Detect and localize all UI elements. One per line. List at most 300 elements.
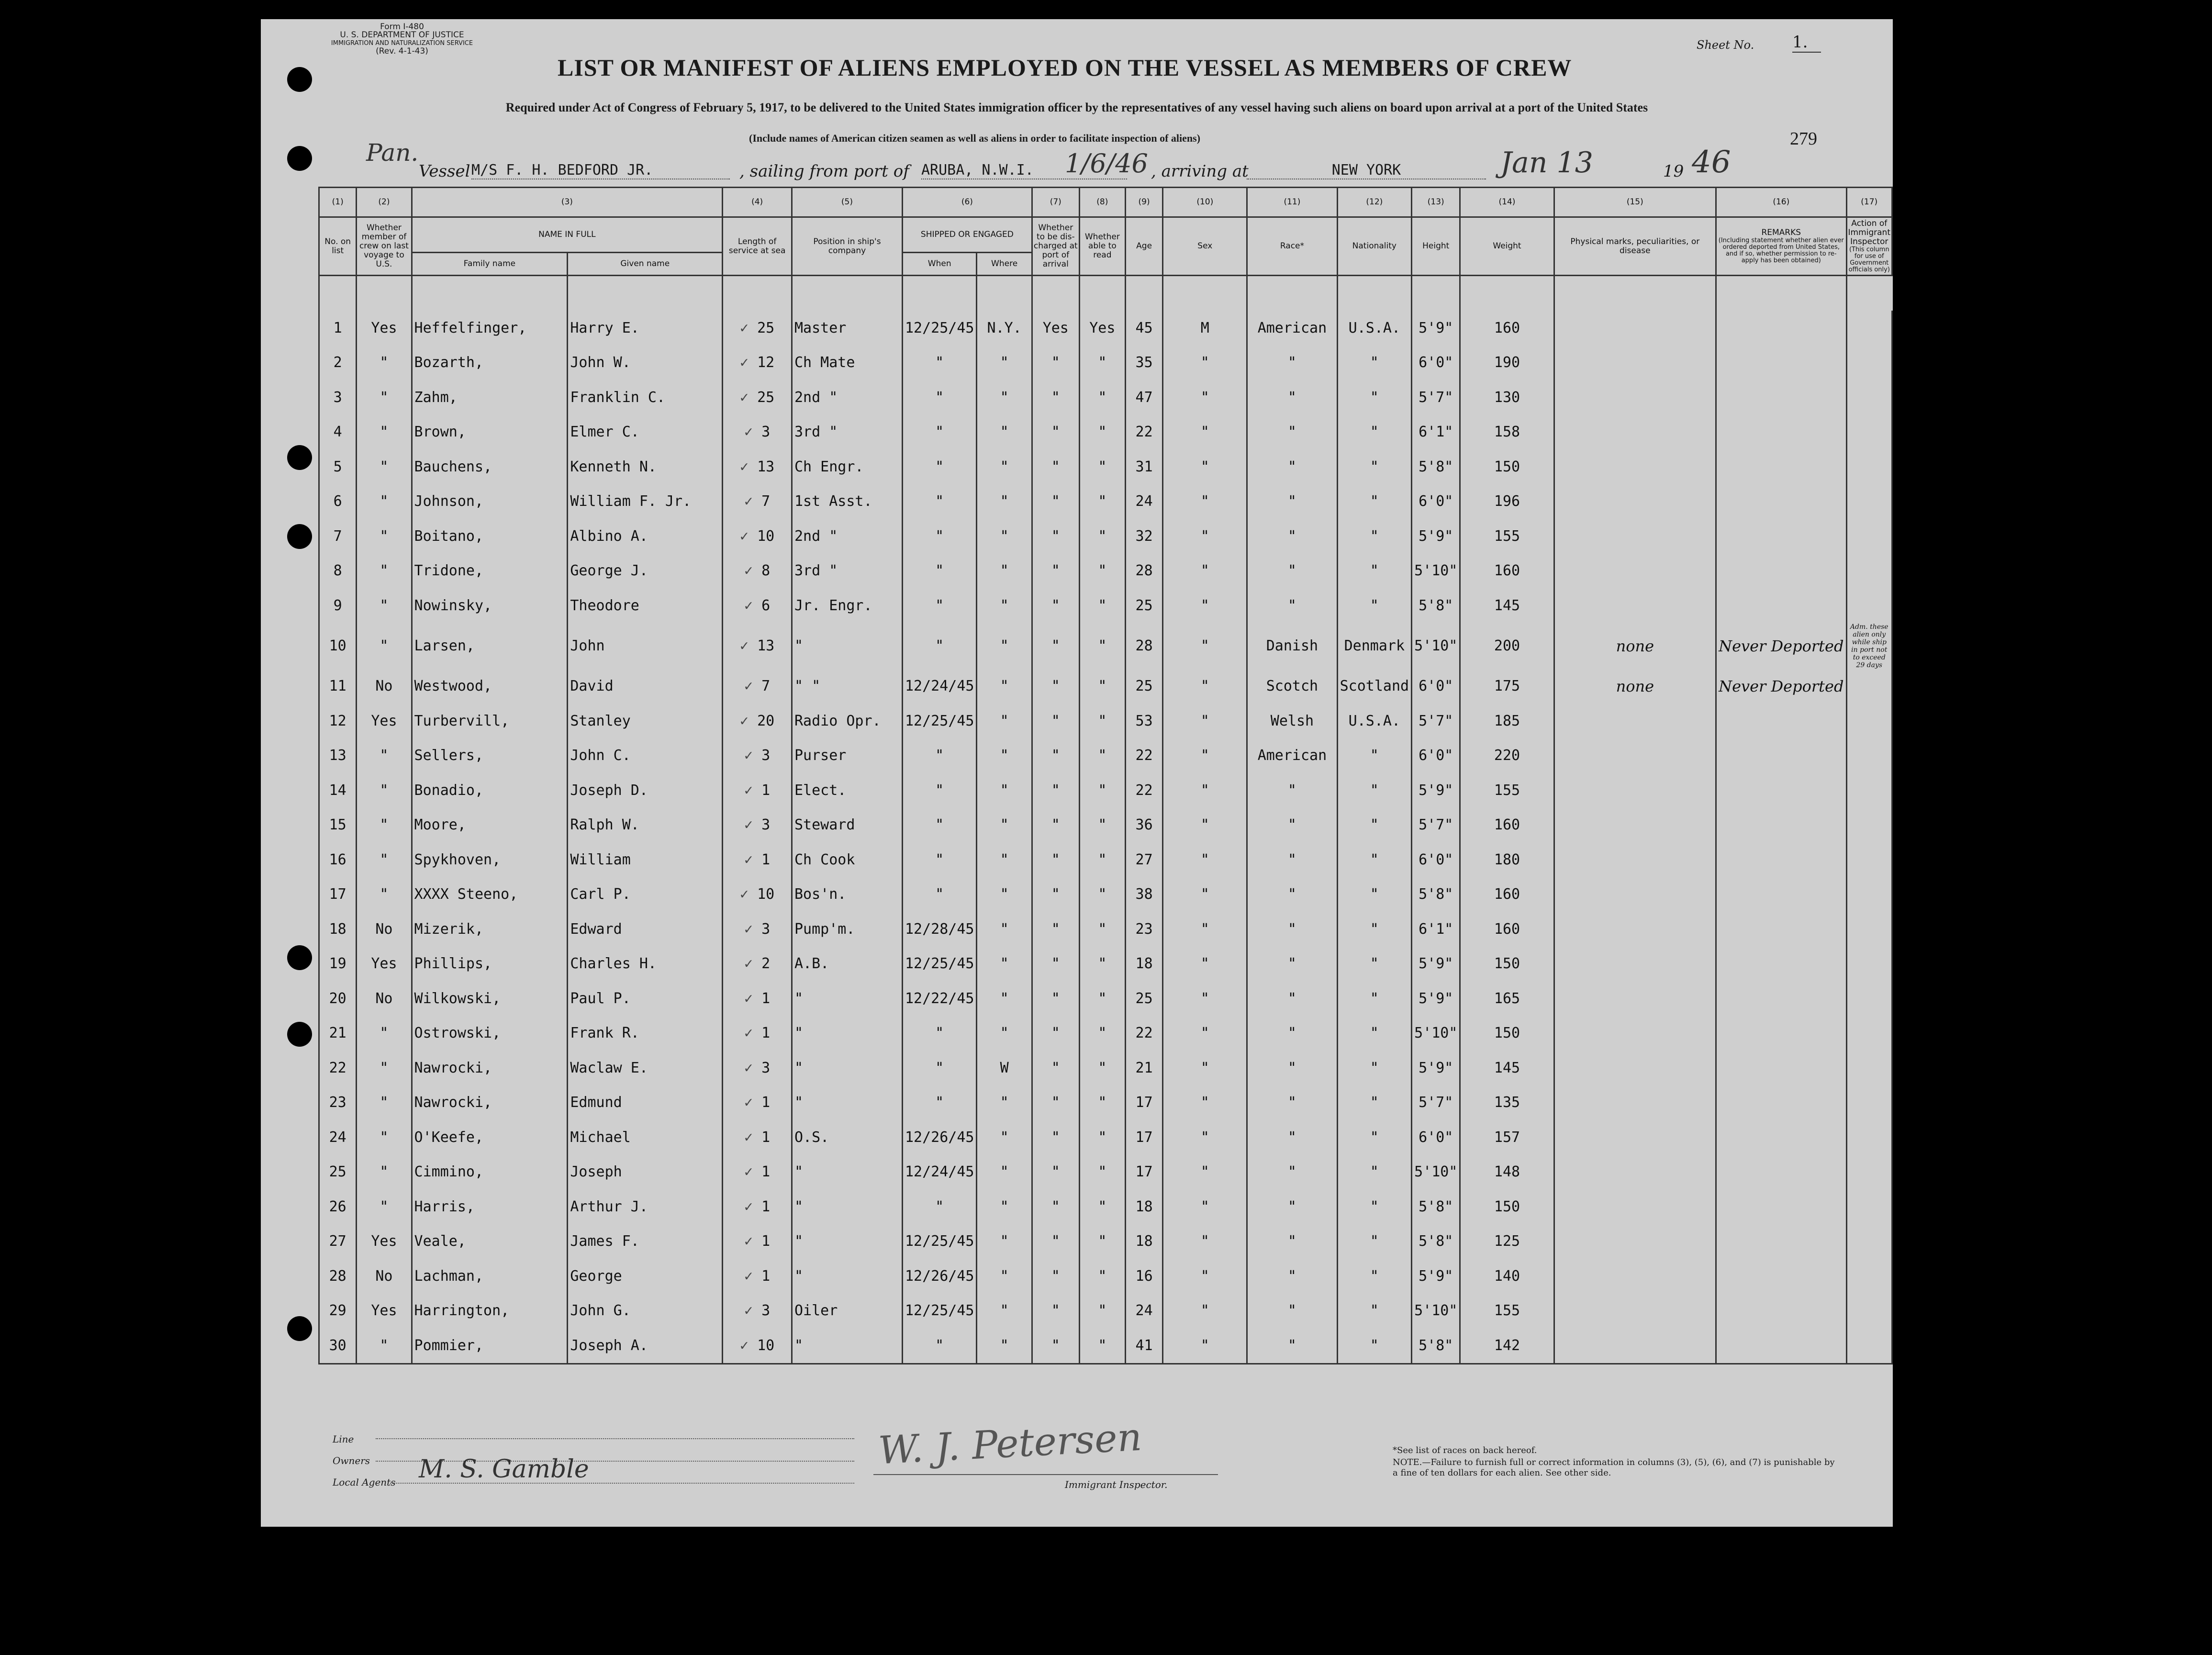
cell-age: 38 bbox=[1125, 877, 1162, 912]
table-row bbox=[319, 623, 1892, 669]
header-race: Race* bbox=[1247, 217, 1337, 276]
cell-height: 5'7" bbox=[1412, 704, 1460, 738]
cell-age: 18 bbox=[1125, 947, 1162, 982]
cell-previous-voyage: No bbox=[357, 669, 412, 704]
cell-weight: 135 bbox=[1460, 1085, 1554, 1120]
cell-physical-marks bbox=[1554, 1085, 1716, 1120]
cell-discharged: " bbox=[1032, 704, 1079, 738]
cell-discharged: " bbox=[1032, 773, 1079, 808]
header-sex: Sex bbox=[1163, 217, 1247, 276]
cell-previous-voyage: " bbox=[357, 808, 412, 843]
cell-weight: 125 bbox=[1460, 1224, 1554, 1259]
cell-list-number: 18 bbox=[319, 912, 357, 947]
cell-family-name: Phillips, bbox=[412, 947, 568, 982]
cell-able-to-read: " bbox=[1079, 1259, 1125, 1294]
cell-length-of-service bbox=[723, 981, 792, 1016]
cell-sex: " bbox=[1163, 1085, 1247, 1120]
cell-weight: 160 bbox=[1460, 877, 1554, 912]
cell-inspector-action bbox=[1846, 346, 1892, 380]
cell-family-name: Ostrowski, bbox=[412, 1016, 568, 1051]
cell-list-number: 6 bbox=[319, 484, 357, 519]
length-of-service-value: 1 bbox=[761, 1094, 771, 1111]
cell-physical-marks bbox=[1554, 554, 1716, 589]
length-of-service-value: 10 bbox=[757, 527, 775, 545]
cell-shipped-where: W bbox=[977, 1051, 1032, 1085]
cell-race: " bbox=[1247, 947, 1337, 982]
cell-race: " bbox=[1247, 1051, 1337, 1085]
cell-previous-voyage: " bbox=[357, 1051, 412, 1085]
cell-nationality: " bbox=[1337, 877, 1412, 912]
cell-physical-marks bbox=[1554, 738, 1716, 773]
cell-remarks bbox=[1716, 1155, 1846, 1190]
cell-family-name: Turbervill, bbox=[412, 704, 568, 738]
cell-inspector-action bbox=[1846, 1259, 1892, 1294]
check-mark-icon: ✓ bbox=[739, 319, 758, 336]
cell-shipped-when: " bbox=[902, 1328, 977, 1364]
arriving-label: , arriving at bbox=[1151, 162, 1249, 181]
cell-shipped-when: 12/25/45 bbox=[902, 1294, 977, 1329]
cell-family-name: Cimmino, bbox=[412, 1155, 568, 1190]
cell-sex: " bbox=[1163, 808, 1247, 843]
cell-race: " bbox=[1247, 554, 1337, 589]
cell-height: 5'8" bbox=[1412, 449, 1460, 484]
cell-position: 3rd " bbox=[792, 415, 903, 450]
cell-weight: 140 bbox=[1460, 1259, 1554, 1294]
cell-physical-marks bbox=[1554, 981, 1716, 1016]
length-of-service-value: 3 bbox=[761, 920, 771, 938]
cell-nationality: " bbox=[1337, 981, 1412, 1016]
cell-physical-marks bbox=[1554, 1294, 1716, 1329]
cell-sex: " bbox=[1163, 415, 1247, 450]
cell-able-to-read: " bbox=[1079, 773, 1125, 808]
cell-position: Purser bbox=[792, 738, 903, 773]
cell-given-name: Michael bbox=[568, 1120, 723, 1155]
cell-sex: " bbox=[1163, 1294, 1247, 1329]
cell-given-name: Albino A. bbox=[568, 519, 723, 554]
cell-nationality: " bbox=[1337, 1016, 1412, 1051]
header-length-of-service: Length of service at sea bbox=[723, 217, 792, 276]
agent-signature: M. S. Gamble bbox=[419, 1455, 589, 1484]
table-row bbox=[319, 1328, 1892, 1364]
table-row bbox=[319, 1224, 1892, 1259]
cell-race: " bbox=[1247, 808, 1337, 843]
cell-given-name: David bbox=[568, 669, 723, 704]
cell-position: " bbox=[792, 1016, 903, 1051]
cell-discharged: " bbox=[1032, 1189, 1079, 1224]
cell-sex: " bbox=[1163, 380, 1247, 415]
cell-position: Radio Opr. bbox=[792, 704, 903, 738]
cell-height: 5'9" bbox=[1412, 519, 1460, 554]
cell-height: 5'7" bbox=[1412, 380, 1460, 415]
cell-discharged: " bbox=[1032, 877, 1079, 912]
cell-height: 5'8" bbox=[1412, 588, 1460, 623]
cell-given-name: William bbox=[568, 842, 723, 877]
table-row bbox=[319, 877, 1892, 912]
cell-physical-marks bbox=[1554, 1120, 1716, 1155]
cell-previous-voyage: " bbox=[357, 484, 412, 519]
cell-position: O.S. bbox=[792, 1120, 903, 1155]
cell-age: 22 bbox=[1125, 773, 1162, 808]
cell-sex: " bbox=[1163, 1224, 1247, 1259]
cell-height: 6'0" bbox=[1412, 1120, 1460, 1155]
inspector-signature: W. J. Petersen bbox=[877, 1414, 1143, 1473]
col-num-11: (11) bbox=[1247, 188, 1337, 217]
cell-position: " bbox=[792, 1155, 903, 1190]
cell-weight: 145 bbox=[1460, 588, 1554, 623]
cell-shipped-where: " bbox=[977, 1155, 1032, 1190]
cell-position: Ch Cook bbox=[792, 842, 903, 877]
cell-age: 25 bbox=[1125, 588, 1162, 623]
cell-physical-marks bbox=[1554, 773, 1716, 808]
cell-able-to-read: " bbox=[1079, 738, 1125, 773]
binder-hole bbox=[287, 1022, 312, 1047]
cell-height: 6'0" bbox=[1412, 669, 1460, 704]
cell-race: " bbox=[1247, 1085, 1337, 1120]
cell-previous-voyage: " bbox=[357, 380, 412, 415]
cell-shipped-where: " bbox=[977, 1189, 1032, 1224]
cell-physical-marks bbox=[1554, 380, 1716, 415]
length-of-service-value: 1 bbox=[761, 1025, 771, 1042]
cell-able-to-read: " bbox=[1079, 877, 1125, 912]
cell-weight: 180 bbox=[1460, 842, 1554, 877]
cell-shipped-when: 12/26/45 bbox=[902, 1120, 977, 1155]
cell-family-name: Brown, bbox=[412, 415, 568, 450]
header-where: Where bbox=[977, 253, 1032, 276]
cell-inspector-action bbox=[1846, 519, 1892, 554]
cell-sex: " bbox=[1163, 1189, 1247, 1224]
cell-length-of-service bbox=[723, 588, 792, 623]
col-num-10: (10) bbox=[1163, 188, 1247, 217]
cell-shipped-where: " bbox=[977, 947, 1032, 982]
cell-age: 27 bbox=[1125, 842, 1162, 877]
cell-able-to-read: " bbox=[1079, 623, 1125, 669]
cell-shipped-where: " bbox=[977, 346, 1032, 380]
cell-able-to-read: " bbox=[1079, 415, 1125, 450]
cell-length-of-service bbox=[723, 1224, 792, 1259]
sheet-number: 1. bbox=[1792, 33, 1821, 53]
header-age: Age bbox=[1125, 217, 1162, 276]
cell-list-number: 16 bbox=[319, 842, 357, 877]
cell-weight: 155 bbox=[1460, 1294, 1554, 1329]
cell-length-of-service bbox=[723, 842, 792, 877]
check-mark-icon: ✓ bbox=[744, 1267, 762, 1285]
form-revision: (Rev. 4-1-43) bbox=[376, 46, 428, 56]
cell-remarks bbox=[1716, 947, 1846, 982]
cell-age: 24 bbox=[1125, 1294, 1162, 1329]
check-mark-icon: ✓ bbox=[739, 389, 758, 406]
form-number: Form I-480 bbox=[380, 22, 424, 32]
year-suffix: 46 bbox=[1692, 145, 1731, 180]
cell-inspector-action bbox=[1846, 738, 1892, 773]
col-num-2: (2) bbox=[357, 188, 412, 217]
cell-family-name: Johnson, bbox=[412, 484, 568, 519]
arrival-date: Jan 13 bbox=[1500, 146, 1593, 179]
race-note: *See list of races on back hereof. bbox=[1393, 1445, 1537, 1455]
cell-height: 6'0" bbox=[1412, 484, 1460, 519]
cell-nationality: " bbox=[1337, 554, 1412, 589]
cell-sex: " bbox=[1163, 947, 1247, 982]
table-row bbox=[319, 519, 1892, 554]
cell-previous-voyage: " bbox=[357, 554, 412, 589]
cell-shipped-when: " bbox=[902, 1051, 977, 1085]
cell-previous-voyage: " bbox=[357, 623, 412, 669]
cell-remarks bbox=[1716, 311, 1846, 346]
cell-nationality: U.S.A. bbox=[1337, 311, 1412, 346]
cell-height: 5'8" bbox=[1412, 1189, 1460, 1224]
cell-position: A.B. bbox=[792, 947, 903, 982]
inspector-signature-line bbox=[873, 1474, 1218, 1475]
cell-position: Oiler bbox=[792, 1294, 903, 1329]
cell-race: " bbox=[1247, 449, 1337, 484]
vessel-name: M/S F. H. BEDFORD JR. bbox=[471, 162, 730, 179]
cell-physical-marks bbox=[1554, 1189, 1716, 1224]
cell-sex: " bbox=[1163, 704, 1247, 738]
cell-nationality: Scotland bbox=[1337, 669, 1412, 704]
cell-given-name: John bbox=[568, 623, 723, 669]
cell-height: 6'0" bbox=[1412, 738, 1460, 773]
header-remarks-note: (Including statement whether alien ever ordered deported from United States, and if so, whether permission to re-apply has been obtained) bbox=[1718, 237, 1844, 264]
cell-length-of-service bbox=[723, 738, 792, 773]
cell-shipped-where: " bbox=[977, 842, 1032, 877]
check-mark-icon: ✓ bbox=[744, 920, 762, 938]
cell-sex: " bbox=[1163, 669, 1247, 704]
cell-shipped-where: " bbox=[977, 808, 1032, 843]
cell-inspector-action bbox=[1846, 484, 1892, 519]
cell-remarks bbox=[1716, 842, 1846, 877]
cell-given-name: John W. bbox=[568, 346, 723, 380]
cell-sex: " bbox=[1163, 1155, 1247, 1190]
cell-race: Welsh bbox=[1247, 704, 1337, 738]
cell-age: 32 bbox=[1125, 519, 1162, 554]
cell-list-number: 21 bbox=[319, 1016, 357, 1051]
cell-list-number: 4 bbox=[319, 415, 357, 450]
cell-list-number: 8 bbox=[319, 554, 357, 589]
cell-list-number: 10 bbox=[319, 623, 357, 669]
cell-family-name: Pommier, bbox=[412, 1328, 568, 1364]
cell-list-number: 23 bbox=[319, 1085, 357, 1120]
cell-shipped-where: N.Y. bbox=[977, 311, 1032, 346]
cell-discharged: " bbox=[1032, 380, 1079, 415]
cell-age: 53 bbox=[1125, 704, 1162, 738]
cell-previous-voyage: " bbox=[357, 1085, 412, 1120]
cell-length-of-service bbox=[723, 415, 792, 450]
cell-physical-marks bbox=[1554, 1328, 1716, 1364]
cell-nationality: " bbox=[1337, 773, 1412, 808]
vessel-label: Vessel bbox=[419, 162, 470, 181]
cell-race: " bbox=[1247, 519, 1337, 554]
table-row bbox=[319, 738, 1892, 773]
cell-able-to-read: " bbox=[1079, 669, 1125, 704]
cell-shipped-when: 12/25/45 bbox=[902, 1224, 977, 1259]
cell-length-of-service bbox=[723, 449, 792, 484]
cell-sex: " bbox=[1163, 519, 1247, 554]
cell-race: " bbox=[1247, 981, 1337, 1016]
cell-shipped-where: " bbox=[977, 623, 1032, 669]
header-able-to-read: Whether able to read bbox=[1079, 217, 1125, 276]
cell-race: " bbox=[1247, 877, 1337, 912]
cell-given-name: Charles H. bbox=[568, 947, 723, 982]
cell-length-of-service bbox=[723, 669, 792, 704]
cell-list-number: 15 bbox=[319, 808, 357, 843]
length-of-service-value: 25 bbox=[757, 389, 775, 406]
header-nationality: Nationality bbox=[1337, 217, 1412, 276]
page-number: 279 bbox=[1790, 129, 1817, 149]
cell-weight: 150 bbox=[1460, 1189, 1554, 1224]
cell-race: American bbox=[1247, 738, 1337, 773]
cell-inspector-action bbox=[1846, 1016, 1892, 1051]
cell-shipped-when: " bbox=[902, 588, 977, 623]
cell-inspector-action bbox=[1846, 1294, 1892, 1329]
col-num-16: (16) bbox=[1716, 188, 1846, 217]
cell-able-to-read: " bbox=[1079, 1294, 1125, 1329]
sail-date: 1/6/46 bbox=[1065, 148, 1148, 179]
cell-remarks bbox=[1716, 519, 1846, 554]
cell-age: 23 bbox=[1125, 912, 1162, 947]
cell-length-of-service bbox=[723, 554, 792, 589]
cell-length-of-service bbox=[723, 1085, 792, 1120]
cell-physical-marks: none bbox=[1554, 623, 1716, 669]
cell-given-name: James F. bbox=[568, 1224, 723, 1259]
cell-discharged: " bbox=[1032, 738, 1079, 773]
cell-inspector-action bbox=[1846, 669, 1892, 704]
cell-previous-voyage: " bbox=[357, 738, 412, 773]
header-inspector-title: Action of Immigrant Inspector bbox=[1848, 219, 1890, 246]
cell-age: 18 bbox=[1125, 1189, 1162, 1224]
cell-shipped-when: " bbox=[902, 415, 977, 450]
header-height: Height bbox=[1412, 217, 1460, 276]
sheet-label: Sheet No. bbox=[1697, 38, 1754, 52]
cell-physical-marks bbox=[1554, 1224, 1716, 1259]
cell-sex: " bbox=[1163, 1051, 1247, 1085]
cell-shipped-when: 12/26/45 bbox=[902, 1259, 977, 1294]
col-num-5: (5) bbox=[792, 188, 903, 217]
cell-family-name: Westwood, bbox=[412, 669, 568, 704]
cell-age: 24 bbox=[1125, 484, 1162, 519]
cell-weight: 160 bbox=[1460, 311, 1554, 346]
cell-shipped-when: " bbox=[902, 738, 977, 773]
cell-sex: " bbox=[1163, 773, 1247, 808]
cell-weight: 150 bbox=[1460, 449, 1554, 484]
cell-physical-marks bbox=[1554, 484, 1716, 519]
cell-position: " bbox=[792, 623, 903, 669]
header-shipped-engaged: SHIPPED OR ENGAGED bbox=[902, 217, 1032, 253]
cell-nationality: " bbox=[1337, 1120, 1412, 1155]
cell-nationality: " bbox=[1337, 380, 1412, 415]
cell-previous-voyage: " bbox=[357, 346, 412, 380]
cell-remarks bbox=[1716, 1294, 1846, 1329]
cell-shipped-where: " bbox=[977, 554, 1032, 589]
page-title: LIST OR MANIFEST OF ALIENS EMPLOYED ON THE VESSEL AS MEMBERS OF CREW bbox=[558, 54, 1572, 81]
cell-sex: " bbox=[1163, 912, 1247, 947]
cell-weight: 160 bbox=[1460, 912, 1554, 947]
length-of-service-value: 3 bbox=[761, 1302, 771, 1320]
table-row bbox=[319, 415, 1892, 450]
cell-discharged: " bbox=[1032, 1051, 1079, 1085]
cell-discharged: " bbox=[1032, 947, 1079, 982]
cell-position: 1st Asst. bbox=[792, 484, 903, 519]
cell-nationality: " bbox=[1337, 1328, 1412, 1364]
cell-physical-marks bbox=[1554, 947, 1716, 982]
cell-inspector-action bbox=[1846, 554, 1892, 589]
cell-inspector-action bbox=[1846, 773, 1892, 808]
cell-age: 41 bbox=[1125, 1328, 1162, 1364]
check-mark-icon: ✓ bbox=[739, 527, 758, 545]
cell-weight: 157 bbox=[1460, 1120, 1554, 1155]
cell-race: " bbox=[1247, 484, 1337, 519]
cell-nationality: " bbox=[1337, 842, 1412, 877]
cell-height: 5'10" bbox=[1412, 1155, 1460, 1190]
cell-able-to-read: " bbox=[1079, 346, 1125, 380]
cell-discharged: " bbox=[1032, 981, 1079, 1016]
cell-given-name: Carl P. bbox=[568, 877, 723, 912]
cell-nationality: U.S.A. bbox=[1337, 704, 1412, 738]
col-num-13: (13) bbox=[1412, 188, 1460, 217]
cell-weight: 142 bbox=[1460, 1328, 1554, 1364]
cell-height: 5'9" bbox=[1412, 311, 1460, 346]
cell-physical-marks bbox=[1554, 842, 1716, 877]
cell-able-to-read: " bbox=[1079, 947, 1125, 982]
cell-given-name: Frank R. bbox=[568, 1016, 723, 1051]
cell-physical-marks bbox=[1554, 877, 1716, 912]
cell-race: " bbox=[1247, 1224, 1337, 1259]
cell-shipped-when: " bbox=[902, 346, 977, 380]
cell-sex: " bbox=[1163, 588, 1247, 623]
cell-family-name: Spykhoven, bbox=[412, 842, 568, 877]
cell-able-to-read: " bbox=[1079, 380, 1125, 415]
check-mark-icon: ✓ bbox=[744, 424, 762, 441]
to-port: NEW YORK bbox=[1247, 162, 1486, 179]
service-name: IMMIGRATION AND NATURALIZATION SERVICE bbox=[331, 40, 473, 47]
cell-age: 25 bbox=[1125, 669, 1162, 704]
cell-age: 45 bbox=[1125, 311, 1162, 346]
cell-list-number: 13 bbox=[319, 738, 357, 773]
table-row bbox=[319, 704, 1892, 738]
cell-age: 31 bbox=[1125, 449, 1162, 484]
cell-remarks bbox=[1716, 588, 1846, 623]
cell-family-name: Tridone, bbox=[412, 554, 568, 589]
cell-physical-marks bbox=[1554, 1016, 1716, 1051]
cell-discharged: " bbox=[1032, 1085, 1079, 1120]
cell-discharged: " bbox=[1032, 842, 1079, 877]
cell-inspector-action bbox=[1846, 1051, 1892, 1085]
cell-discharged: " bbox=[1032, 554, 1079, 589]
header-inspector-note: (This column for use of Government officials only) bbox=[1848, 246, 1890, 273]
check-mark-icon: ✓ bbox=[744, 562, 762, 580]
cell-sex: " bbox=[1163, 623, 1247, 669]
cell-list-number: 11 bbox=[319, 669, 357, 704]
cell-discharged: " bbox=[1032, 588, 1079, 623]
table-row bbox=[319, 311, 1892, 346]
cell-previous-voyage: Yes bbox=[357, 311, 412, 346]
cell-shipped-when: " bbox=[902, 554, 977, 589]
cell-height: 5'9" bbox=[1412, 1051, 1460, 1085]
flag-handwritten: Pan. bbox=[366, 139, 419, 167]
cell-able-to-read: " bbox=[1079, 1155, 1125, 1190]
cell-shipped-where: " bbox=[977, 519, 1032, 554]
form-subnote: (Include names of American citizen seamen as well as aliens in order to facilitate inspection of aliens) bbox=[749, 132, 1201, 144]
cell-shipped-where: " bbox=[977, 449, 1032, 484]
length-of-service-value: 1 bbox=[761, 1129, 771, 1146]
cell-given-name: Edmund bbox=[568, 1085, 723, 1120]
col-num-4: (4) bbox=[723, 188, 792, 217]
owners-label: Owners bbox=[333, 1455, 370, 1466]
cell-remarks bbox=[1716, 704, 1846, 738]
cell-physical-marks bbox=[1554, 1155, 1716, 1190]
cell-weight: 200 bbox=[1460, 623, 1554, 669]
cell-inspector-action bbox=[1846, 981, 1892, 1016]
cell-remarks bbox=[1716, 1051, 1846, 1085]
cell-physical-marks bbox=[1554, 704, 1716, 738]
